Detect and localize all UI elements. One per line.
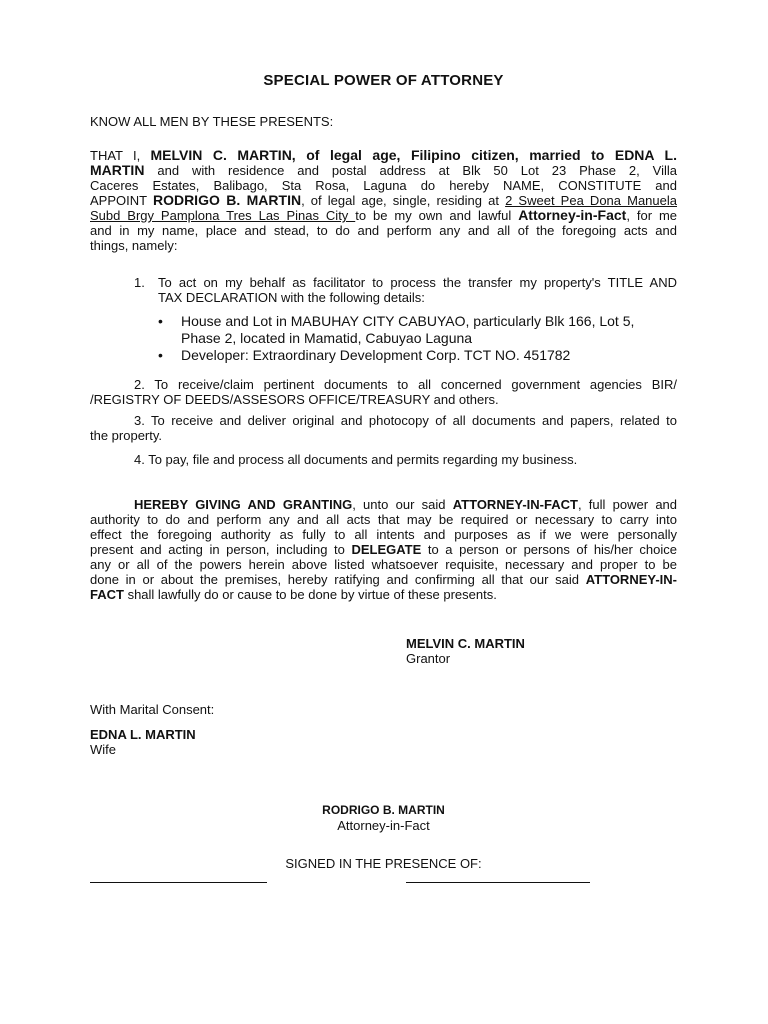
opening-text: APPOINT bbox=[90, 193, 153, 208]
opening-text: and with residence and postal address at Blk 50 Lot 23 Phase 2, Villa bbox=[144, 163, 677, 178]
item-number: 1. bbox=[134, 275, 145, 290]
granting-line bbox=[90, 587, 677, 602]
power-item-4 bbox=[90, 452, 677, 467]
attorney-address-text: Subd Brgy Pamplona Tres Las Pinas City bbox=[90, 208, 356, 223]
granting-line bbox=[90, 572, 677, 587]
granting-line: effect the foregoing authority as fully to all intents and purposes as if we were personally bbox=[90, 527, 677, 542]
granting-text: to a person or persons of his/her choice bbox=[421, 542, 677, 557]
attorney-address-text: 2 Sweet Pea Dona Manuela bbox=[505, 193, 677, 208]
grantor-name-text: MELVIN C. MARTIN, of legal age, Filipino citizen, married to EDNA L. bbox=[150, 147, 677, 163]
opening-text: THAT I, bbox=[90, 148, 151, 163]
signed-in-presence-label: SIGNED IN THE PRESENCE OF: bbox=[285, 856, 482, 871]
attorney-in-fact-text: Attorney-in-Fact bbox=[518, 207, 627, 223]
item-line: TAX DECLARATION with the following details: bbox=[158, 290, 425, 305]
opening-line: and in my name, place and stead, to do and perform any and all of the foregoing acts and bbox=[90, 223, 677, 238]
item-line: 2. To receive/claim pertinent documents to all concerned government agencies BIR/ bbox=[134, 377, 677, 392]
list-item bbox=[158, 313, 677, 347]
list-item-line: House and Lot in MABUHAY CITY CABUYAO, particularly Blk 166, Lot 5, bbox=[181, 313, 635, 329]
opening-text: , for me bbox=[626, 208, 677, 223]
opening-line bbox=[90, 208, 677, 223]
witness-signature-line bbox=[90, 882, 267, 883]
document-title: SPECIAL POWER OF ATTORNEY bbox=[263, 72, 504, 89]
witness-signature-line bbox=[406, 882, 590, 883]
opening-line: things, namely: bbox=[90, 238, 178, 253]
attorney-name-text: RODRIGO B. MARTIN bbox=[152, 192, 302, 208]
grantor-name: MELVIN C. MARTIN bbox=[406, 636, 525, 651]
list-item-line: Phase 2, located in Mamatid, Cabuyao Laguna bbox=[181, 330, 473, 346]
property-details-list bbox=[158, 313, 677, 364]
list-item bbox=[158, 347, 677, 364]
granting-line: authority to do and perform any and all acts that may be required or necessary to carry into bbox=[90, 512, 677, 527]
granting-text: present and acting in person, including to bbox=[90, 542, 352, 557]
granting-line bbox=[90, 497, 677, 512]
attorney-in-fact-text: ATTORNEY-IN-FACT bbox=[452, 497, 578, 512]
granting-text: shall lawfully do or cause to be done by virtue of these presents. bbox=[123, 587, 497, 602]
power-item-2 bbox=[90, 377, 677, 407]
opening-line bbox=[90, 163, 677, 178]
attorney-signature-block bbox=[90, 803, 677, 833]
spouse-surname-text: MARTIN bbox=[90, 162, 145, 178]
item-text bbox=[158, 275, 677, 305]
bullet-icon: • bbox=[158, 313, 163, 329]
bullet-icon: • bbox=[158, 347, 163, 363]
opening-line bbox=[90, 148, 677, 163]
granting-text: , full power and bbox=[577, 497, 678, 512]
wife-name: EDNA L. MARTIN bbox=[90, 727, 196, 742]
grantor-role: Grantor bbox=[406, 651, 451, 666]
attorney-name: RODRIGO B. MARTIN bbox=[322, 803, 445, 817]
granting-line bbox=[90, 542, 677, 557]
opening-line: Caceres Estates, Balibago, Sta Rosa, Laguna do hereby NAME, CONSTITUTE and bbox=[90, 178, 677, 193]
list-item-line: Developer: Extraordinary Development Corp. TCT NO. 451782 bbox=[181, 347, 571, 363]
item-line: the property. bbox=[90, 428, 163, 443]
granting-line: any or all of the powers herein above listed whatsoever requisite, necessary and proper to be bbox=[90, 557, 677, 572]
grantor-signature-block bbox=[406, 636, 525, 666]
item-line: 4. To pay, file and process all documents and permits regarding my business. bbox=[134, 452, 578, 467]
item-line: 3. To receive and deliver original and photocopy of all documents and papers, related to bbox=[134, 413, 677, 428]
granting-heading-text: HEREBY GIVING AND GRANTING bbox=[134, 497, 353, 512]
opening-line bbox=[90, 193, 677, 208]
granting-text: , unto our said bbox=[352, 497, 453, 512]
power-item-3 bbox=[90, 413, 677, 443]
attorney-role: Attorney-in-Fact bbox=[337, 818, 430, 833]
wife-signature-block bbox=[90, 727, 196, 757]
marital-consent-label: With Marital Consent: bbox=[90, 702, 215, 717]
item-line: To act on my behalf as facilitator to process the transfer my property's TITLE AND bbox=[158, 275, 677, 290]
item-line: /REGISTRY OF DEEDS/ASSESORS OFFICE/TREASURY and others. bbox=[90, 392, 499, 407]
delegate-text: DELEGATE bbox=[351, 542, 422, 557]
opening-text: , of legal age, single, residing at bbox=[301, 193, 506, 208]
granting-text: done in or about the premises, hereby ratifying and confirming all that our said bbox=[90, 572, 586, 587]
know-all-men-heading: KNOW ALL MEN BY THESE PRESENTS: bbox=[90, 114, 334, 129]
opening-text: to be my own and lawful bbox=[355, 208, 519, 223]
wife-role: Wife bbox=[90, 742, 116, 757]
attorney-in-fact-text: FACT bbox=[90, 587, 124, 602]
attorney-in-fact-text: ATTORNEY-IN- bbox=[585, 572, 677, 587]
opening-paragraph bbox=[90, 148, 677, 253]
granting-paragraph bbox=[90, 497, 677, 602]
